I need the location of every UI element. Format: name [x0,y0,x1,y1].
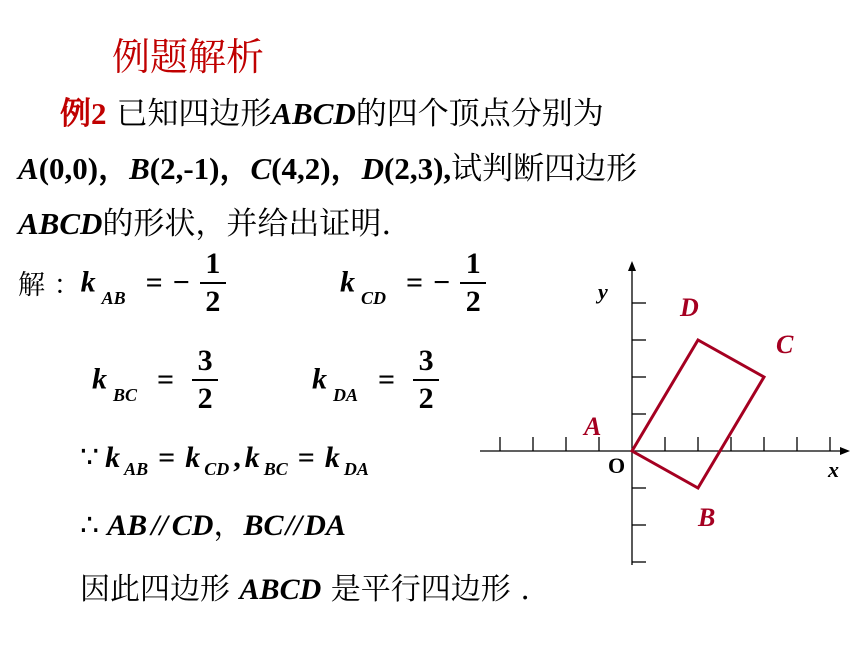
slope-symbol: k [324,441,340,474]
problem-line-2 [18,143,637,188]
coordinate-graph [470,255,855,585]
denominator: 2 [418,381,434,415]
numerator: 1 [465,247,481,280]
x-axis-arrow [840,447,850,455]
point-name: C [250,151,272,186]
segment-name: DA [304,509,346,542]
problem-text: 已知四边形 [106,96,272,132]
equality-line [80,440,369,480]
parallel-symbol: // [151,509,168,542]
fraction-bar [413,379,439,381]
slope-subscript: AB [101,288,126,308]
point-name: A [18,151,39,186]
therefore-symbol: ∴ [80,508,100,543]
slope-subscript: BC [113,385,138,405]
segment-name: AB [107,509,148,542]
conclusion-line [80,564,530,608]
slope-subscript: DA [333,385,359,405]
y-axis-label: y [598,279,608,304]
slope-symbol: k [185,441,201,474]
slope-subscript: CD [204,459,230,479]
equals-sign: = [378,362,396,396]
equals-sign: = [406,265,424,299]
parallel-symbol: // [285,509,303,542]
parallel-line [80,500,346,544]
slope-row-1b [340,248,486,317]
quad-name: ABCD [18,206,103,241]
fraction-bar [200,282,226,284]
parallelogram-abcd [632,340,764,488]
equals-sign: = [145,265,163,299]
slope-subscript: AB [124,459,149,479]
slope-subscript: DA [343,459,369,479]
minus-sign: − [433,265,451,299]
point-label-a: A [584,412,602,441]
point-coord: (4,2)， [271,151,362,186]
problem-text: 的四个顶点分别为 [355,96,604,132]
slope-subscript: BC [263,459,288,479]
problem-text: 试判断四边形 [451,151,638,187]
conclusion-text: 因此四边形 [80,572,240,607]
quad-name: ABCD [271,96,356,131]
slope-symbol: k [105,441,121,474]
point-label-c: C [776,330,794,359]
fraction [200,248,226,317]
point-label-b: B [698,503,716,532]
slope-symbol: k [340,265,355,299]
example-label: 例2 [60,96,107,131]
slope-symbol: k [312,362,327,396]
solution-label: 解 ： [18,270,81,301]
denominator: 2 [205,284,221,318]
point-name: B [129,151,150,186]
numerator: 3 [418,344,434,377]
slope-symbol: k [244,441,260,474]
separator: ， [213,508,244,543]
slope-subscript: CD [361,288,387,308]
y-axis-arrow [628,261,636,271]
problem-line-3 [18,198,391,243]
point-coord: (2,-1)， [149,151,251,186]
origin-label: O [608,453,626,478]
problem-text: 的形状，并给出证明. [102,206,392,242]
numerator: 1 [205,247,221,280]
quad-name: ABCD [239,573,322,606]
section-title: 例题解析 [112,35,265,79]
x-axis-label: x [828,457,839,482]
conclusion-text: 是平行四边形 . [321,572,530,607]
slope-symbol: k [92,362,107,396]
numerator: 3 [197,344,213,377]
fraction [413,345,439,414]
slope-row-2 [92,345,218,414]
denominator: 2 [197,381,213,415]
denominator: 2 [465,284,481,318]
comma: , [233,441,241,474]
point-labels [582,293,794,532]
problem-line-1 [60,88,604,133]
equals-sign: = [297,441,315,474]
axes [480,261,850,565]
slope-symbol: k [80,265,96,299]
equals-sign: = [158,441,176,474]
minus-sign: − [172,265,190,299]
point-coord: (2,3), [384,151,452,186]
because-symbol: ∵ [80,440,100,475]
equals-sign: = [157,362,175,396]
slope-row-2b [312,345,439,414]
slope-row-1 [18,248,226,317]
fraction-bar [192,379,218,381]
point-coord: (0,0)， [38,151,130,186]
point-name: D [361,151,384,186]
point-label-d: D [680,293,699,322]
segment-name: BC [243,509,284,542]
segment-name: CD [171,509,214,542]
fraction [192,345,218,414]
